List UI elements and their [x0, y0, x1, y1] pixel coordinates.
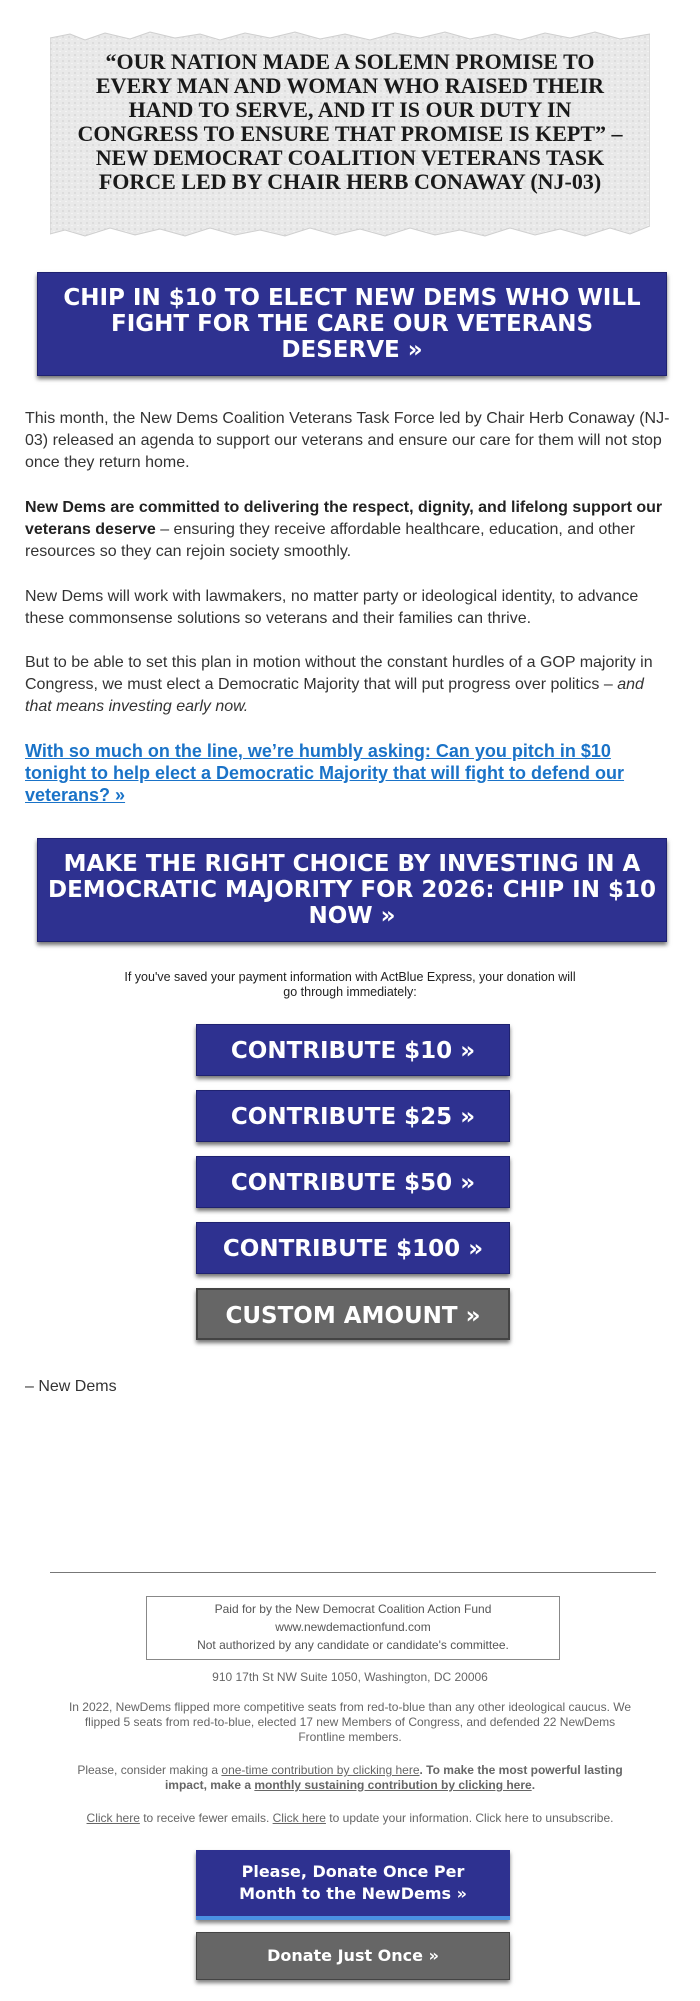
one-time-contribution-link[interactable]: one-time contribution by clicking here	[221, 1763, 420, 1777]
consider-contribution-paragraph	[60, 1763, 640, 1793]
contribute-10-button[interactable]: CONTRIBUTE $10 »	[196, 1024, 510, 1076]
majority-paragraph	[25, 652, 675, 718]
contribute-25-button[interactable]: CONTRIBUTE $25 »	[196, 1090, 510, 1142]
chip-in-top-button[interactable]: CHIP IN $10 TO ELECT NEW DEMS WHO WILL FIGHT FOR THE CARE OUR VETERANS DESERVE »	[37, 272, 667, 376]
custom-amount-button[interactable]: CUSTOM AMOUNT »	[196, 1288, 510, 1340]
signoff: – New Dems	[25, 1378, 117, 1395]
consider-prefix: Please, consider making a	[77, 1763, 222, 1777]
update-info-text: to update your information. Click here to unsubscribe.	[325, 1811, 614, 1825]
commitment-rest-text: – ensuring they receive affordable healthcare, education, and other resources so they can rejoin society smoothly.	[25, 521, 635, 560]
paid-for-line: Paid for by the New Democrat Coalition Action Fund	[214, 1602, 492, 1616]
actblue-express-note: If you've saved your payment information with ActBlue Express, your donation will go through immediately:	[124, 970, 576, 999]
bipartisan-paragraph: New Dems will work with lawmakers, no matter party or ideological identity, to advance these commonsense solutions so veterans and their families can thrive.	[25, 588, 639, 627]
mailing-address: 910 17th St NW Suite 1050, Washington, DC 20006	[212, 1670, 488, 1684]
majority-italic-text: and that means investing early now.	[25, 676, 644, 715]
commitment-paragraph	[25, 497, 675, 563]
footer-divider	[50, 1572, 656, 1573]
invest-now-button[interactable]: MAKE THE RIGHT CHOICE BY INVESTING IN A DEMOCRATIC MAJORITY FOR 2026: CHIP IN $10 NOW »	[37, 838, 667, 942]
intro-paragraph: This month, the New Dems Coalition Veterans Task Force led by Chair Herb Conaway (NJ-03) released an agenda to support our veterans and ensure our care for them will not stop once they return home.	[25, 410, 670, 471]
pull-quote: “OUR NATION MADE A SOLEMN PROMISE TO EVERY MAN AND WOMAN WHO RAISED THEIR HAND TO SERVE, AND IT IS OUR DUTY IN CONGRESS TO ENSURE THAT PROMISE IS KEPT” – NEW DEMOCRAT COALITION VETERANS TASK FORCE LED BY CHAIR HERB CONAWAY (NJ-03)	[77, 49, 623, 194]
website-line: www.newdemactionfund.com	[275, 1620, 431, 1634]
email-preferences-line	[60, 1811, 640, 1826]
update-info-link[interactable]: Click here	[272, 1811, 326, 1825]
paid-for-disclaimer	[146, 1596, 560, 1660]
consider-mid: . To make the most powerful lasting impact, make a	[164, 1763, 623, 1792]
fewer-emails-text: to receive fewer emails.	[139, 1811, 273, 1825]
donate-once-button[interactable]: Donate Just Once »	[196, 1932, 510, 1980]
donate-monthly-button[interactable]: Please, Donate Once Per Month to the NewDems »	[196, 1850, 510, 1920]
commitment-bold-text: New Dems are committed to delivering the respect, dignity, and lifelong support our veterans deserve	[25, 499, 663, 538]
majority-main-text: But to be able to set this plan in motion without the constant hurdles of a GOP majority in Congress, we must elect a Democratic Majority that will put progress over politics –	[25, 654, 653, 693]
record-paragraph: In 2022, NewDems flipped more competitive seats from red-to-blue than any other ideological caucus. We flipped 5 seats from red-to-blue, elected 17 new Members of Congress, and defended 22 NewDems Frontline members.	[68, 1700, 632, 1744]
contribute-100-button[interactable]: CONTRIBUTE $100 »	[196, 1222, 510, 1274]
consider-end: .	[531, 1778, 536, 1792]
not-authorized-line: Not authorized by any candidate or candidate's committee.	[197, 1638, 509, 1652]
pitch-in-link[interactable]: With so much on the line, we’re humbly asking: Can you pitch in $10 tonight to help elect a Democratic Majority that will fight to defend our veterans? »	[25, 741, 625, 805]
fewer-emails-link[interactable]: Click here	[86, 1811, 140, 1825]
contribute-50-button[interactable]: CONTRIBUTE $50 »	[196, 1156, 510, 1208]
monthly-contribution-link[interactable]: monthly sustaining contribution by clicking here	[254, 1778, 532, 1792]
